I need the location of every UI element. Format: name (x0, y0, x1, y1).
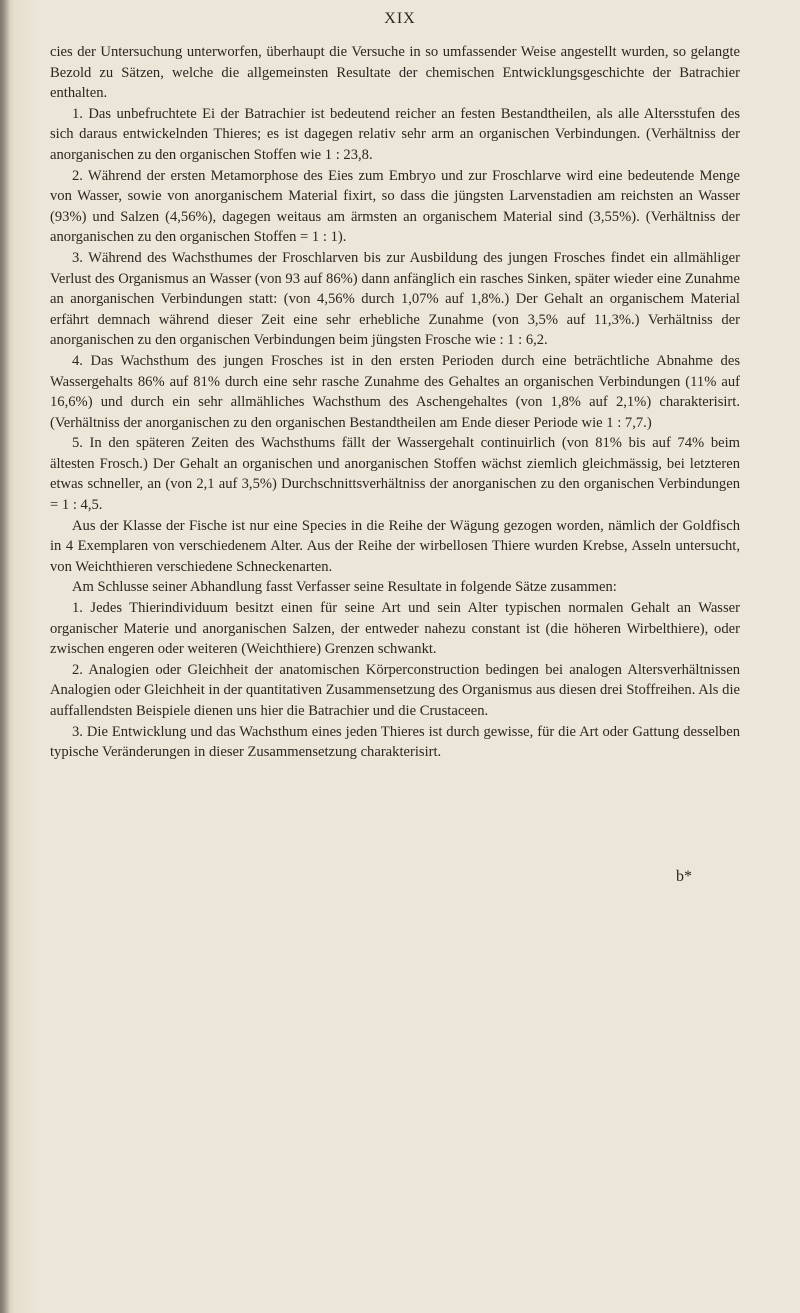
paragraph-satz-1: 1. Jedes Thierindividuum besitzt einen für seine Art und sein Alter typischen normalen Gehalt an Wasser organischer Materie und anorganischen Salzen, der entweder nahezu constant ist (die höheren Wirbelthiere), oder zwischen engeren oder weiteren (Weichthiere) Grenzen schwankt. (50, 600, 740, 658)
paragraph-point-1: 1. Das unbefruchtete Ei der Batrachier ist bedeutend reicher an festen Bestandtheilen, als alle Altersstufen des sich daraus entwickelnden Thieres; es ist dagegen relativ sehr arm an organischen Verbindungen. (Verhältniss der anorganischen zu den organischen Stoffen wie 1 : 23,8. (50, 105, 740, 163)
paragraph-fische: Aus der Klasse der Fische ist nur eine Species in die Reihe der Wägung gezogen worden, nämlich der Goldfisch in 4 Exemplaren von verschiedenem Alter. Aus der Reihe der wirbellosen Thiere wurden Krebse, Asseln untersucht, von Weichthieren verschiedene Schneckenarten. (50, 517, 740, 575)
page-number: XIX (384, 10, 416, 27)
document-body (50, 42, 740, 763)
binding-shadow (0, 0, 10, 1313)
paragraph-point-2: 2. Während der ersten Metamorphose des Eies zum Embryo und zur Froschlarve wird eine bedeutende Menge von Wasser, sowie von anorganischem Material fixirt, so dass die jüngsten Larvenstadien am reichsten an Wasser (93%) und Salzen (4,56%), dagegen weitaus am ärmsten an organischem Material sind (3,55%). (Verhältniss der anorganischen zu den organischen Stoffen = 1 : 1). (50, 167, 740, 246)
signature-mark: b* (676, 868, 692, 885)
paragraph-satz-2: 2. Analogien oder Gleichheit der anatomischen Körperconstruction bedingen bei analogen Altersverhältnissen Analogien oder Gleichheit in der quantitativen Zusammensetzung des Organismus aus diesen drei Stoffreihen. Als die auffallendsten Beispiele dienen uns hier die Batrachier und die Crustaceen. (50, 661, 740, 719)
paragraph-point-4: 4. Das Wachsthum des jungen Frosches ist in den ersten Perioden durch eine beträchtliche Abnahme des Wassergehalts 86% auf 81% durch eine sehr rasche Zunahme des Gehaltes an organischen Verbindungen (11% auf 16,6%) und durch ein sehr allmähliches Wachsthum des Aschengehaltes (von 1,8% auf 2,1%) charakterisirt. (Verhältniss der anorganischen zu den organischen Bestandtheilen am Ende dieser Periode wie 1 : 7,7.) (50, 352, 740, 431)
paragraph-intro: cies der Untersuchung unterworfen, überhaupt die Versuche in so umfassender Weise angestellt wurden, so gelangte Bezold zu Sätzen, welche die allgemeinsten Resultate der chemischen Entwicklungsgeschichte der Batrachier enthalten. (50, 44, 740, 102)
paragraph-schluss: Am Schlusse seiner Abhandlung fasst Verfasser seine Resultate in folgende Sätze zusammen: (72, 579, 617, 596)
paragraph-point-3: 3. Während des Wachsthumes der Froschlarven bis zur Ausbildung des jungen Frosches findet ein allmähliger Verlust des Organismus an Wasser (von 93 auf 86%) dann anfänglich ein rasches Sinken, später wieder eine Zunahme an anorganischen Verbindungen statt: (von 4,56% durch 1,07% auf 1,8%.) Der Gehalt an organischem Material erfährt demnach während dieser Zeit eine sehr erhebliche Zunahme (von 3,5% auf 11,3%.) Verhältniss der anorganischen zu den organischen Verbindungen beim jüngsten Frosche wie : 1 : 6,2. (50, 249, 740, 349)
paragraph-point-5: 5. In den späteren Zeiten des Wachsthums fällt der Wassergehalt continuirlich (von 81% bis auf 74% beim ältesten Frosch.) Der Gehalt an organischen und anorganischen Stoffen wächst ziemlich gleichmässig, bei letzteren etwas schneller, an (von 2,1 auf 3,5%) Durchschnittsverhältniss der anorganischen zu den organischen Verbindungen = 1 : 4,5. (50, 435, 740, 514)
paragraph-satz-3: 3. Die Entwicklung und das Wachsthum eines jeden Thieres ist durch gewisse, für die Art oder Gattung desselben typische Veränderungen in dieser Zusammensetzung charakterisirt. (50, 723, 740, 761)
